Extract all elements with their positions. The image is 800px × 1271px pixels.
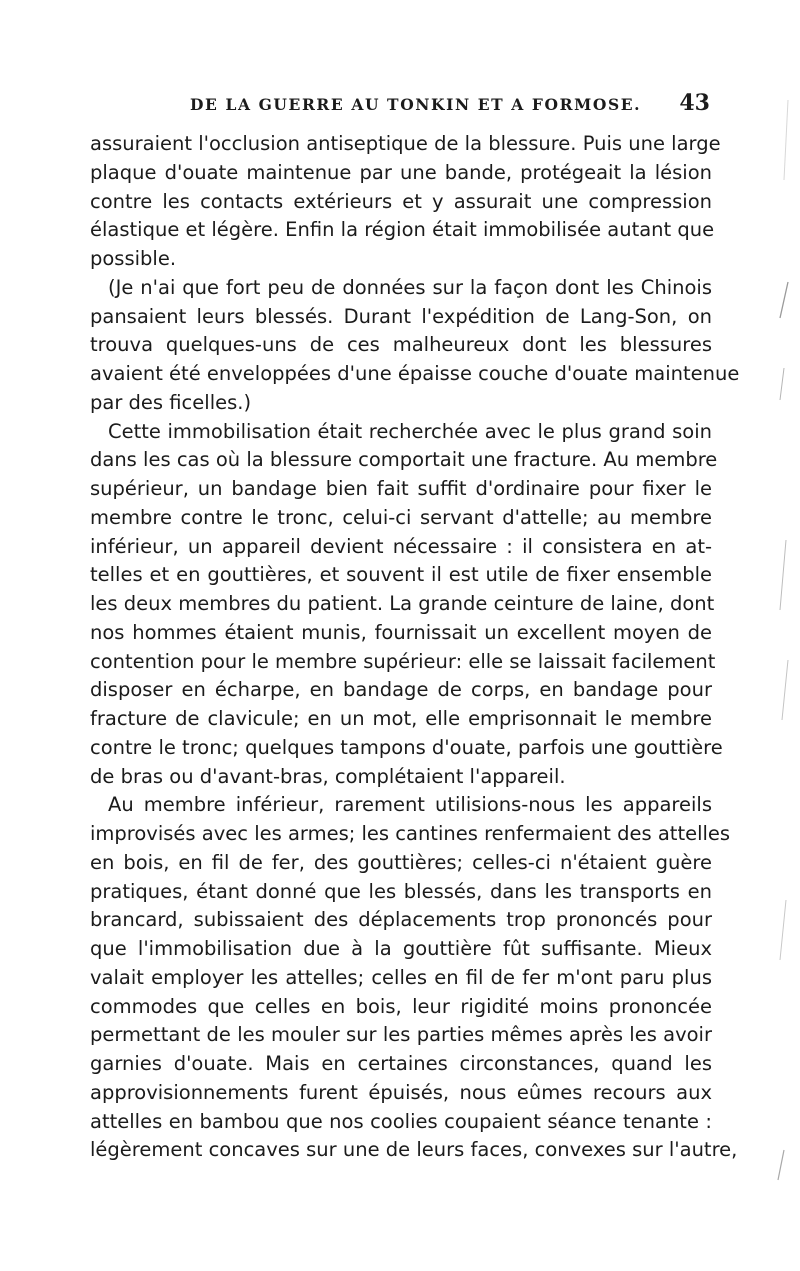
text-line: permettant de les mouler sur les parties mêmes après les avoir (90, 1023, 712, 1047)
text-line: membre contre le tronc, celui-ci servant d'attelle; au membre (90, 505, 712, 529)
text-line: valait employer les attelles; celles en fil de fer m'ont paru plus (90, 965, 712, 989)
text-line: légèrement concaves sur une de leurs faces, convexes sur l'autre, (90, 1138, 738, 1162)
text-line: Cette immobilisation était recherchée avec le plus grand soin (108, 419, 712, 443)
page-number: 43 (679, 90, 710, 116)
text-line: en bois, en fil de fer, des gouttières; celles-ci n'étaient guère (90, 850, 712, 874)
text-line: pratiques, étant donné que les blessés, dans les transports en (90, 879, 712, 903)
text-line: élastique et légère. Enfin la région était immobilisée autant que (90, 218, 715, 242)
text-line: pansaient leurs blessés. Durant l'expédition de Lang-Son, on (90, 304, 712, 328)
text-line: dans les cas où la blessure comportait une fracture. Au membre (90, 448, 718, 472)
text-line: disposer en écharpe, en bandage de corps, en bandage pour (90, 678, 712, 702)
text-line: approvisionnements furent épuisés, nous eûmes recours aux (90, 1080, 712, 1104)
text-line: plaque d'ouate maintenue par une bande, protégeait la lésion (90, 160, 712, 184)
text-line: les deux membres du patient. La grande ceinture de laine, dont (90, 592, 715, 615)
text-line: par des ficelles.) (90, 390, 252, 414)
page-edge-marks (700, 0, 800, 1271)
text-line: assuraient l'occlusion antiseptique de la blessure. Puis une large (90, 132, 721, 155)
text-line: trouva quelques-uns de ces malheureux dont les blessures (90, 333, 712, 357)
text-line: de bras ou d'avant-bras, complétaient l'appareil. (90, 764, 566, 788)
text-line: telles et en gouttières, et souvent il est utile de fixer ensemble (90, 563, 712, 587)
text-line: commodes que celles en bois, leur rigidité moins prononcée (90, 994, 712, 1018)
text-line: attelles en bambou que nos coolies coupaient séance tenante : (90, 1109, 712, 1133)
text-line: nos hommes étaient munis, fournissait un excellent moyen de (90, 620, 712, 644)
text-line: contre les contacts extérieurs et y assurait une compression (90, 189, 712, 213)
text-line: contre le tronc; quelques tampons d'ouate, parfois une gouttière (90, 735, 723, 759)
text-line: garnies d'ouate. Mais en certaines circonstances, quand les (90, 1052, 712, 1075)
running-head: DE LA GUERRE AU TONKIN ET A FORMOSE. (190, 95, 642, 114)
page-header (190, 92, 710, 122)
text-line: Au membre inférieur, rarement utilisions-nous les appareils (108, 793, 712, 817)
text-line: fracture de clavicule; en un mot, elle emprisonnait le membre (90, 707, 712, 730)
text-line: que l'immobilisation due à la gouttière fût suffisante. Mieux (90, 937, 712, 960)
text-line: inférieur, un appareil devient nécessaire : il consistera en at- (90, 534, 712, 558)
text-line: (Je n'ai que fort peu de données sur la façon dont les Chinois (108, 275, 712, 299)
text-line: improvisés avec les armes; les cantines renfermaient des attelles (90, 822, 731, 845)
body-text (90, 130, 740, 1165)
text-line: brancard, subissaient des déplacements trop prononcés pour (90, 908, 712, 932)
text-line: supérieur, un bandage bien fait suffit d'ordinaire pour fixer le (90, 477, 712, 500)
text-line: possible. (90, 247, 177, 270)
text-line: contention pour le membre supérieur: elle se laissait facilement (90, 649, 716, 673)
text-line: avaient été enveloppées d'une épaisse couche d'ouate maintenue (90, 362, 740, 385)
